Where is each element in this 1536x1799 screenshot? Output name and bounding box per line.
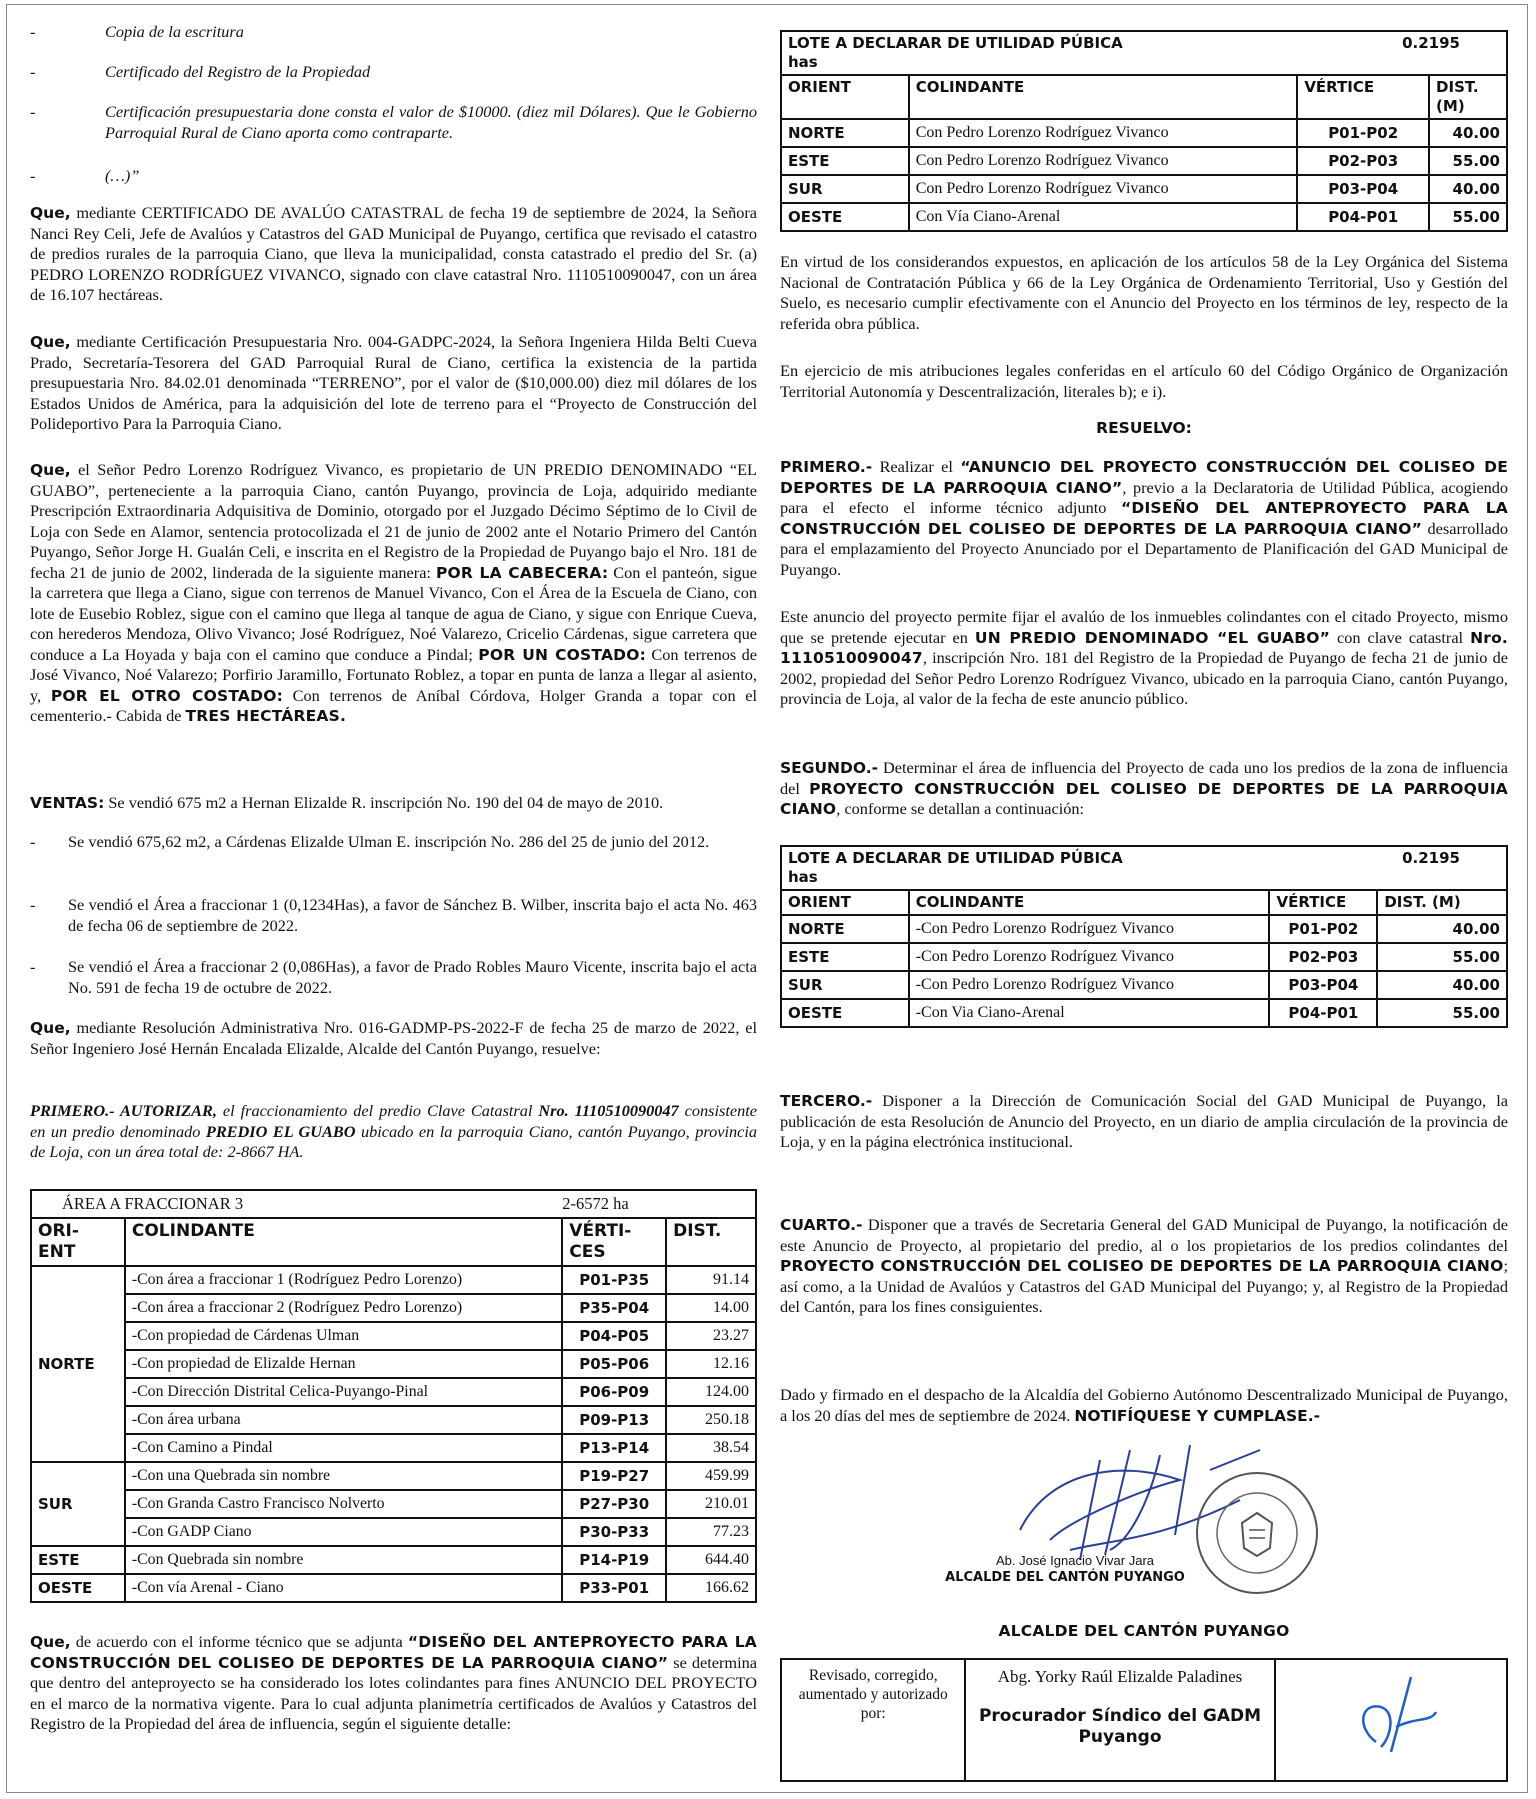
table-row bbox=[31, 1266, 756, 1294]
area-fraccionar-table bbox=[30, 1189, 757, 1603]
colindante-cell: -Con Camino a Pindal bbox=[125, 1434, 562, 1462]
dist-cell: 14.00 bbox=[666, 1294, 756, 1322]
table-value: 0.2195 bbox=[1402, 849, 1460, 867]
orient-cell: SUR bbox=[781, 971, 909, 999]
paragraph-tercero: TERCERO.- Disponer a la Dirección de Comunicación Social del GAD Municipal de Puyango, la publicación de esta Resolución de Anuncio del Proyecto, en un diario de amplia circulación de la provincia de Loja, y en la página electrónica institucional. bbox=[780, 1091, 1508, 1151]
paragraph-segundo: SEGUNDO.- Determinar el área de influencia del Proyecto de cada uno los predios de la zona de influencia del PROYECTO CONSTRUCCIÓN DEL COLISEO DE DEPORTES DE LA PARROQUIA CIANO, conforme se detallan a continuación: bbox=[780, 758, 1508, 818]
orient-cell: NORTE bbox=[31, 1266, 125, 1462]
dist-cell: 55.00 bbox=[1377, 999, 1507, 1027]
colindante-cell: -Con propiedad de Elizalde Hernan bbox=[125, 1350, 562, 1378]
table-title-cell bbox=[781, 846, 1507, 890]
orient-cell: NORTE bbox=[781, 915, 909, 943]
signature-title: ALCALDE DEL CANTÓN PUYANGO bbox=[945, 1570, 1185, 1585]
orient-cell: OESTE bbox=[781, 999, 909, 1027]
vertice-cell: P01-P02 bbox=[1269, 915, 1377, 943]
colindante-cell: Con Vía Ciano-Arenal bbox=[909, 203, 1298, 231]
colindante-cell: -Con área urbana bbox=[125, 1406, 562, 1434]
dist-cell: 55.00 bbox=[1429, 203, 1507, 231]
colindante-cell: -Con Via Ciano-Arenal bbox=[909, 999, 1270, 1027]
table-header-row bbox=[781, 75, 1507, 119]
vertice-cell: P13-P14 bbox=[562, 1434, 666, 1462]
paragraph-anuncio: Este anuncio del proyecto permite fijar el avalúo de los inmuebles colindantes con el citado Proyecto, mismo que se pretende ejecutar en UN PREDIO DENOMINADO “EL GUABO” con clave catastral Nro. 1110510090047, inscripción Nro. 181 del Registro de la Propiedad de Puyango de fecha 21 de junio de 2002, propiedad del Señor Pedro Lorenzo Rodríguez Vivanco, ubicado en la parroquia Ciano, cantón Puyango, provincia de Loja, al valor de la fecha de este anuncio público. bbox=[780, 607, 1509, 708]
paragraph-cuarto: CUARTO.- Disponer que a través de Secretaria General del GAD Municipal de Puyango, la notificación de este Anuncio de Proyecto, al propietario del predio, al o los propietarios de los predios colindantes del PROYECTO CONSTRUCCIÓN DEL COLISEO DE DEPORTES DE LA PARROQUIA CIANO; así como, a la Unidad de Avalúos y Catastros del GAD Municipal del Puyango; y, al Registro de la Propiedad del Cantón, para los fines consiguientes. bbox=[780, 1215, 1508, 1316]
colindante-cell: Con Pedro Lorenzo Rodríguez Vivanco bbox=[909, 147, 1298, 175]
table-row bbox=[31, 1490, 756, 1518]
paragraph-avaluo: Que, mediante CERTIFICADO DE AVALÚO CATASTRAL de fecha 19 de septiembre de 2024, la Señora Nanci Rey Celi, Jefe de Avalúos y Catastros del GAD Municipal de Puyango, certifica que revisado el catastro de predios rurales de la parroquia Ciano, que lleva la municipalidad, consta catastrado el predio del Sr. (a) PEDRO LORENZO RODRÍGUEZ VIVANCO, signado con clave catastral Nro. 1110510090047, con un área de 16.107 hectáreas. bbox=[30, 203, 758, 304]
colindante-cell: -Con propiedad de Cárdenas Ulman bbox=[125, 1322, 562, 1350]
reviewer-title: Procurador Síndico del GADM Puyango bbox=[978, 1706, 1262, 1747]
paragraph-atribuciones: En ejercicio de mis atribuciones legales conferidas en el artículo 60 del Código Orgánico de Organización Territorial Autonomía y Descentralización, literales b); e i). bbox=[780, 361, 1508, 401]
orient-cell: ESTE bbox=[781, 943, 909, 971]
reviewer-signature-cell bbox=[1275, 1659, 1507, 1781]
table-header-cell: ORIENT bbox=[781, 890, 909, 915]
dist-cell: 91.14 bbox=[666, 1266, 756, 1294]
table-row bbox=[31, 1574, 756, 1602]
colindante-cell: -Con Quebrada sin nombre bbox=[125, 1546, 562, 1574]
orient-cell: NORTE bbox=[781, 119, 909, 147]
colindante-cell: -Con Granda Castro Francisco Nolverto bbox=[125, 1490, 562, 1518]
table-title: ÁREA A FRACCIONAR 3 bbox=[31, 1190, 562, 1218]
vertice-cell: P27-P30 bbox=[562, 1490, 666, 1518]
lote-table-1 bbox=[780, 30, 1508, 232]
table-title-row bbox=[31, 1190, 756, 1218]
paragraph-resolucion: Que, mediante Resolución Administrativa Nro. 016-GADMP-PS-2022-F de fecha 25 de marzo de 2022, el Señor Ingeniero José Hernán Encalada Elizalde, Alcalde del Cantón Puyango, resuelve: bbox=[30, 1018, 757, 1058]
paragraph-dado: Dado y firmado en el despacho de la Alcaldía del Gobierno Autónomo Descentralizado Municipal de Puyango, a los 20 días del mes de septiembre de 2024. NOTIFÍQUESE Y CUMPLASE.- bbox=[780, 1385, 1508, 1425]
orient-cell: SUR bbox=[31, 1462, 125, 1546]
table-row bbox=[31, 1462, 756, 1490]
table-unit: has bbox=[788, 53, 818, 71]
table-unit: has bbox=[788, 868, 818, 886]
colindante-cell: -Con área a fraccionar 2 (Rodríguez Pedro Lorenzo) bbox=[125, 1294, 562, 1322]
colindante-cell: -Con área a fraccionar 1 (Rodríguez Pedro Lorenzo) bbox=[125, 1266, 562, 1294]
dist-cell: 23.27 bbox=[666, 1322, 756, 1350]
paragraph-considerandos: En virtud de los considerandos expuestos, en aplicación de los artículos 58 de la Ley Orgánica del Sistema Nacional de Contratación Pública y 66 de la Ley Orgánica de Ordenamiento Territorial, Uso y Gestión del Suelo, es necesario cumplir efectivamente con el Anuncio del Proyecto en los términos de ley, respecto de la referida obra pública. bbox=[780, 252, 1508, 333]
table-title-cell bbox=[781, 31, 1507, 75]
table-row bbox=[781, 175, 1507, 203]
dist-cell: 40.00 bbox=[1377, 971, 1507, 999]
table-row bbox=[31, 1294, 756, 1322]
table-row bbox=[31, 1378, 756, 1406]
dist-cell: 38.54 bbox=[666, 1434, 756, 1462]
list-item: - Se vendió 675,62 m2, a Cárdenas Elizalde Ulman E. inscripción No. 286 del 25 de junio del 2012. bbox=[30, 832, 710, 851]
orient-cell: SUR bbox=[781, 175, 909, 203]
table-header-row bbox=[31, 1218, 756, 1266]
resuelvo-heading: RESUELVO: bbox=[1096, 419, 1192, 437]
vertice-cell: P02-P03 bbox=[1297, 147, 1429, 175]
table-header-cell: COLINDANTE bbox=[125, 1218, 562, 1266]
table-header-cell: ORI- ENT bbox=[31, 1218, 125, 1266]
table-row bbox=[781, 147, 1507, 175]
vertice-cell: P19-P27 bbox=[562, 1462, 666, 1490]
list-item: - Certificación presupuestaria done consta el valor de $10000. (diez mil Dólares). Que le Gobierno Parroquial Rural de Ciano aporta como contraparte. bbox=[30, 102, 757, 142]
vertice-cell: P03-P04 bbox=[1269, 971, 1377, 999]
table-header-row bbox=[781, 890, 1507, 915]
table-row bbox=[781, 971, 1507, 999]
table-header-cell: COLINDANTE bbox=[909, 890, 1270, 915]
vertice-cell: P14-P19 bbox=[562, 1546, 666, 1574]
table-row bbox=[781, 915, 1507, 943]
reviewer-cell bbox=[965, 1659, 1274, 1781]
municipal-seal-icon bbox=[1192, 1468, 1322, 1598]
vertice-cell: P01-P35 bbox=[562, 1266, 666, 1294]
vertice-cell: P09-P13 bbox=[562, 1406, 666, 1434]
dist-cell: 166.62 bbox=[666, 1574, 756, 1602]
lote-table-2 bbox=[780, 845, 1508, 1028]
table-title: LOTE A DECLARAR DE UTILIDAD PÚBICA bbox=[788, 849, 1123, 867]
list-item: - Se vendió el Área a fraccionar 1 (0,1234Has), a favor de Sánchez B. Wilber, inscrita bajo el acta No. 463 de fecha 06 de septiembre de 2022. bbox=[30, 895, 757, 935]
table-row bbox=[781, 999, 1507, 1027]
vertice-cell: P33-P01 bbox=[562, 1574, 666, 1602]
dist-cell: 55.00 bbox=[1377, 943, 1507, 971]
signature-name: Ab. José Ignacio Vivar Jara bbox=[995, 1553, 1154, 1568]
table-row bbox=[31, 1518, 756, 1546]
paragraph-informe: Que, de acuerdo con el informe técnico que se adjunta “DISEÑO DEL ANTEPROYECTO PARA LA CONSTRUCCIÓN DEL COLISEO DE DEPORTES DE LA PARROQUIA CIANO” se determina que dentro del anteproyecto se ha considerado los lotes colindantes para fines ANUNCIO DEL PROYECTO en el marco de la normativa vigente. Para lo cual adjunta planimetría certificados de Avalúos y Catastros del Registro de la Propiedad del área de influencia, según el siguiente detalle: bbox=[30, 1632, 757, 1733]
paragraph-certificacion: Que, mediante Certificación Presupuestaria Nro. 004-GADPC-2024, la Señora Ingeniera Hilda Belti Cueva Prado, Secretaría-Tesorera del GAD Parroquial Rural de Ciano, certifica la existencia de la partida presupuestaria Nro. 84.02.01 denominada “TERRENO”, por el valor de ($10,000.00) diez mil dólares de los Estados Unidos de América, para la adquisición del lote de terreno para el “Proyecto de Construcción del Polideportivo Para la Parroquia Ciano. bbox=[30, 332, 757, 433]
table-value: 0.2195 bbox=[1402, 34, 1460, 52]
orient-cell: ESTE bbox=[31, 1546, 125, 1574]
table-title-wrap bbox=[788, 34, 1500, 53]
table-row bbox=[781, 943, 1507, 971]
table-row bbox=[781, 119, 1507, 147]
colindante-cell: -Con GADP Ciano bbox=[125, 1518, 562, 1546]
paragraph-primero: PRIMERO.- Realizar el “ANUNCIO DEL PROYECTO CONSTRUCCIÓN DEL COLISEO DE DEPORTES DE LA PARROQUIA CIANO”, previo a la Declaratoria de Utilidad Pública, acogiendo para el efecto el informe técnico adjunto “DISEÑO DEL ANTEPROYECTO PARA LA CONSTRUCCIÓN DEL COLISEO DE DEPORTES DE LA PARROQUIA CIANO” desarrollado para el emplazamiento del Proyecto Anunciado por el Departamento de Planificación del GAD Municipal de Puyango. bbox=[780, 457, 1508, 579]
vertice-cell: P04-P05 bbox=[562, 1322, 666, 1350]
table-row bbox=[781, 203, 1507, 231]
table-header-cell: DIST. (M) bbox=[1429, 75, 1507, 119]
table-title-wrap bbox=[788, 849, 1500, 868]
colindante-cell: -Con una Quebrada sin nombre bbox=[125, 1462, 562, 1490]
reviewer-name: Abg. Yorky Raúl Elizalde Paladines bbox=[997, 1667, 1243, 1686]
table-row bbox=[31, 1434, 756, 1462]
colindante-cell: -Con Pedro Lorenzo Rodríguez Vivanco bbox=[909, 915, 1270, 943]
dist-cell: 459.99 bbox=[666, 1462, 756, 1490]
colindante-cell: Con Pedro Lorenzo Rodríguez Vivanco bbox=[909, 119, 1298, 147]
table-title-row bbox=[781, 846, 1507, 890]
table-row bbox=[31, 1406, 756, 1434]
dist-cell: 40.00 bbox=[1429, 119, 1507, 147]
paragraph-propietario: Que, el Señor Pedro Lorenzo Rodríguez Vivanco, es propietario de UN PREDIO DENOMINADO “EL GUABO”, perteneciente a la parroquia Ciano, cantón Puyango, provincia de Loja, adquirido mediante Prescripción Extraordinaria Adquisitiva de Dominio, otorgado por el Juzgado Décimo Séptimo de lo Civil de Loja con Sede en Alamor, sentencia protocolizada el 21 de junio de 2002 ante el Notario Primero del Cantón Puyango, Señor Jorge H. Gualán Celi, e inscrita en el Registro de la Propiedad de Puyango bajo el Nro. 181 de fecha 21 de junio de 2002, linderada de la siguiente manera: POR LA CABECERA: Con el panteón, sigue la carretera que llega a Ciano, sigue con terrenos de Manuel Vivanco, Con el Área de la Escuela de Ciano, con lote de Eusebio Roblez, sigue con el camino que llega al tanque de agua de Ciano, y sigue con Enrique Cueva, con herederos Mendoza, Olivo Vivanco; José Rodríguez, Noé Valarezo, Cricelio Cárdenas, sigue carretera que conduce a La Hoyada y baja con el camino que conduce a Pindal; POR UN COSTADO: Con terrenos de José Vivanco, Noé Valarezo; Porfirio Jaramillo, Fortunato Roblez, a topar en punta de lanza a llegar al asiento, y, POR EL OTRO COSTADO: Con terrenos de Aníbal Córdova, Holger Granda a topar con el cementerio.- Cabida de TRES HECTÁREAS. bbox=[30, 460, 758, 725]
dist-cell: 124.00 bbox=[666, 1378, 756, 1406]
colindante-cell: Con Pedro Lorenzo Rodríguez Vivanco bbox=[909, 175, 1298, 203]
vertice-cell: P35-P04 bbox=[562, 1294, 666, 1322]
dist-cell: 40.00 bbox=[1429, 175, 1507, 203]
dist-cell: 77.23 bbox=[666, 1518, 756, 1546]
table-header-cell: DIST. (M) bbox=[1377, 890, 1507, 915]
colindante-cell: -Con Pedro Lorenzo Rodríguez Vivanco bbox=[909, 971, 1270, 999]
dist-cell: 210.01 bbox=[666, 1490, 756, 1518]
colindante-cell: -Con Pedro Lorenzo Rodríguez Vivanco bbox=[909, 943, 1270, 971]
table-header-cell: ORIENT bbox=[781, 75, 909, 119]
table-header-cell: VÉRTICE bbox=[1297, 75, 1429, 119]
vertice-cell: P04-P01 bbox=[1297, 203, 1429, 231]
vertice-cell: P30-P33 bbox=[562, 1518, 666, 1546]
colindante-cell: -Con vía Arenal - Ciano bbox=[125, 1574, 562, 1602]
reviewed-box bbox=[780, 1658, 1508, 1782]
orient-cell: OESTE bbox=[781, 203, 909, 231]
table-row bbox=[31, 1350, 756, 1378]
table-row bbox=[31, 1546, 756, 1574]
vertice-cell: P03-P04 bbox=[1297, 175, 1429, 203]
colindante-cell: -Con Dirección Distrital Celica-Puyango-Pinal bbox=[125, 1378, 562, 1406]
vertice-cell: P01-P02 bbox=[1297, 119, 1429, 147]
vertice-cell: P06-P09 bbox=[562, 1378, 666, 1406]
dist-cell: 55.00 bbox=[1429, 147, 1507, 175]
alcalde-label: ALCALDE DEL CANTÓN PUYANGO bbox=[998, 1622, 1290, 1640]
vertice-cell: P02-P03 bbox=[1269, 943, 1377, 971]
table-row bbox=[31, 1322, 756, 1350]
dist-cell: 644.40 bbox=[666, 1546, 756, 1574]
table-header-cell: DIST. bbox=[666, 1218, 756, 1266]
dist-cell: 12.16 bbox=[666, 1350, 756, 1378]
paragraph-ventas: VENTAS: Se vendió 675 m2 a Hernan Elizalde R. inscripción No. 190 del 04 de mayo de 2010. bbox=[30, 793, 664, 812]
reviewer-signature-icon bbox=[1336, 1667, 1446, 1767]
paragraph-autorizar: PRIMERO.- AUTORIZAR, el fraccionamiento del predio Clave Catastral Nro. 1110510090047 consistente en un predio denominado PREDIO EL GUABO ubicado en la parroquia Ciano, cantón Puyango, provincia de Loja, con un área total de: 2-8667 HA. bbox=[30, 1101, 758, 1161]
list-item: - Se vendió el Área a fraccionar 2 (0,086Has), a favor de Prado Robles Mauro Vicente, inscrita bajo el acta No. 591 de fecha 19 de octubre de 2022. bbox=[30, 957, 757, 997]
reviewed-label: Revisado, corregido, aumentado y autorizado por: bbox=[781, 1659, 965, 1781]
table-header-cell: COLINDANTE bbox=[909, 75, 1298, 119]
dist-cell: 250.18 bbox=[666, 1406, 756, 1434]
vertice-cell: P04-P01 bbox=[1269, 999, 1377, 1027]
table-header-cell: VÉRTICE bbox=[1269, 890, 1377, 915]
table-title-row bbox=[781, 31, 1507, 75]
table-title: LOTE A DECLARAR DE UTILIDAD PÚBICA bbox=[788, 34, 1123, 52]
table-header-cell: VÉRTI- CES bbox=[562, 1218, 666, 1266]
table-area: 2-6572 ha bbox=[562, 1190, 756, 1218]
vertice-cell: P05-P06 bbox=[562, 1350, 666, 1378]
orient-cell: OESTE bbox=[31, 1574, 125, 1602]
orient-cell: ESTE bbox=[781, 147, 909, 175]
dist-cell: 40.00 bbox=[1377, 915, 1507, 943]
